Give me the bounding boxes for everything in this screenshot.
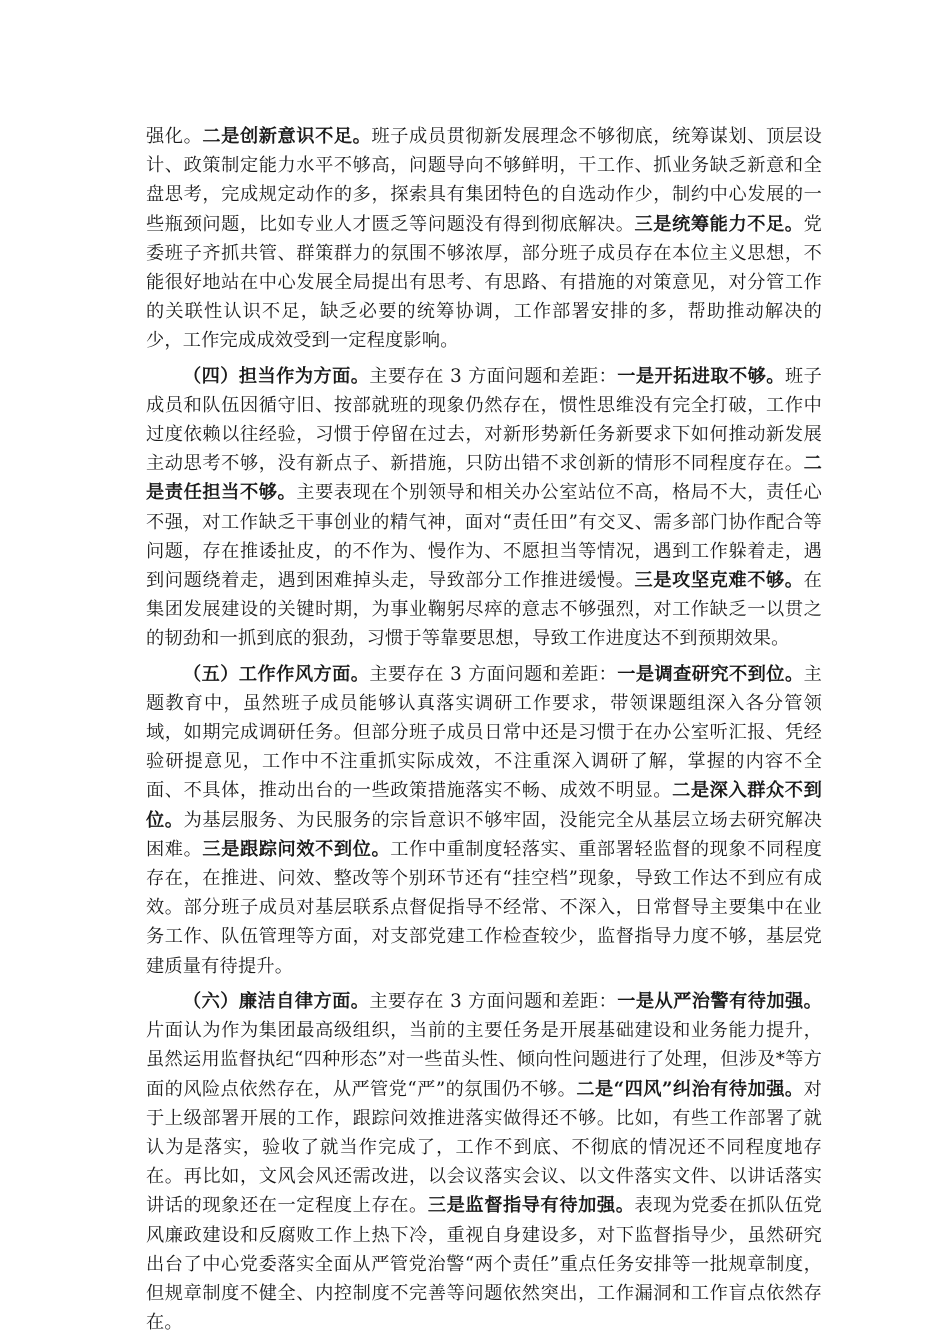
- bold-heading-run: 二是责任担当不够。: [146, 453, 822, 504]
- text-run: 在集团发展建设的关键时期，为事业鞠躬尽瘁的意志不够强烈，对工作缺乏一以贯之的韧劲和一抓到底的狠劲，习惯于等靠要思想，导致工作进度达不到预期效果。: [146, 570, 822, 650]
- bold-heading-run: 二是创新意识不足。: [202, 126, 372, 147]
- bold-heading-run: 二是“四风”纠治有待加强。: [576, 1078, 804, 1100]
- bold-heading-run: 一是从严治警有待加强。: [617, 990, 822, 1012]
- bold-heading-run: （六）廉洁自律方面。: [183, 990, 370, 1012]
- bold-heading-run: 三是跟踪问效不到位。: [202, 838, 391, 860]
- paragraph-section-6-integrity: [146, 987, 822, 1337]
- text-run: 班子成员贯彻新发展理念不够彻底，统筹谋划、顶层设计、政策制定能力水平不够高，问题导向不够鲜明，干工作、抓业务缺乏新意和全盘思考，完成规定动作的多，探索具有集团特色的自选动作少，制约中心发展的一些瓶颈问题，比如专业人才匮乏等问题没有得到彻底解决。: [146, 126, 822, 235]
- paragraph-section-4-responsibility: [146, 362, 822, 654]
- text-run: 工作中重制度轻落实、重部署轻监督的现象不同程度存在，在推进、问效、整改等个别环节还有“挂空档”现象，导致工作达不到应有成效。部分班子成员对基层联系点督促指导不经常、不深入，日常督导主要集中在业务工作、队伍管理等方面，对支部党建工作检查较少，监督指导力度不够，基层党建质量有待提升。: [146, 838, 822, 977]
- bold-heading-run: （五）工作作风方面。: [183, 663, 370, 685]
- bold-heading-run: （四）担当作为方面。: [183, 365, 370, 387]
- bold-heading-run: 三是监督指导有待加强。: [427, 1195, 635, 1217]
- text-run: 强化。: [146, 126, 203, 147]
- text-run: 片面认为作为集团最高级组织，当前的主要任务是开展基础建设和业务能力提升，虽然运用监督执纪“四种形态”对一些苗头性、倾向性问题进行了处理，但涉及*等方面的风险点依然存在，从严管党“严”的氛围仍不够。: [146, 1020, 822, 1100]
- text-run: 主要存在 3 方面问题和差距：: [369, 663, 618, 685]
- text-run: 为基层服务、为民服务的宗旨意识不够牢固，没能完全从基层立场去研究解决困难。: [146, 809, 822, 860]
- text-run: 主要表现在个别领导和相关办公室站位不高，格局不大，责任心不强，对工作缺乏干事创业的精气神，面对“责任田”有交叉、需多部门协作配合等问题，存在推诿扯皮，的不作为、慢作为、不愿担当等情况，遇到工作躲着走，遇到问题绕着走，遇到困难掉头走，导致部分工作推进缓慢。: [146, 482, 822, 592]
- text-run: 主要存在 3 方面问题和差距：: [369, 365, 618, 387]
- text-run: 表现为党委在抓队伍党风廉政建设和反腐败工作上热下冷，重视自身建设多，对下监督指导少，虽然研究出台了中心党委落实全面从严管党治警“两个责任”重点任务安排等一批规章制度，但规章制度不健全、内控制度不完善等问题依然突出，工作漏洞和工作盲点依然存在。: [146, 1195, 822, 1334]
- text-run: 班子成员和队伍因循守旧、按部就班的现象仍然存在，惯性思维没有完全打破，工作中过度依赖以往经验，习惯于停留在过去，对新形势新任务新要求下如何推动新发展主动思考不够，没有新点子、新措施，只防出错不求创新的情形不同程度存在。: [146, 365, 822, 475]
- bold-heading-run: 三是统筹能力不足。: [634, 213, 804, 235]
- text-run: 主要存在 3 方面问题和差距：: [369, 990, 618, 1012]
- text-run: 主题教育中，虽然班子成员能够认真落实调研工作要求，带领课题组深入各分管领域，如期完成调研任务。但部分班子成员日常中还是习惯于在办公室听汇报、凭经验研提意见，工作中不注重抓实际成效，不注重深入调研了解，掌握的内容不全面、不具体，推动出台的一些政策措施落实不畅、成效不明显。: [146, 663, 822, 802]
- bold-heading-run: 三是攻坚克难不够。: [634, 570, 804, 592]
- bold-heading-run: 二是深入群众不到位。: [146, 780, 822, 831]
- paragraph-section-5-work-style: [146, 660, 822, 981]
- bold-heading-run: 一是调查研究不到位。: [617, 663, 804, 685]
- text-run: 对于上级部署开展的工作，跟踪问效推进落实做得还不够。比如，有些工作部署了就认为是落实，验收了就当作完成了，工作不到底、不彻底的情况还不同程度地存在。再比如，文风会风还需改进，以会议落实会议、以文件落实文件、以讲话落实讲话的现象还在一定程度上存在。: [146, 1078, 822, 1217]
- document-page: [146, 122, 822, 1337]
- paragraph-continuation: [146, 122, 822, 356]
- text-run: 党委班子齐抓共管、群策群力的氛围不够浓厚，部分班子成员存在本位主义思想，不能很好地站在中心发展全局提出有思考、有思路、有措施的对策意见，对分管工作的关联性认识不足，缺乏必要的统筹协调，工作部署安排的多，帮助推动解决的少，工作完成成效受到一定程度影响。: [146, 213, 822, 352]
- bold-heading-run: 一是开拓进取不够。: [617, 365, 785, 387]
